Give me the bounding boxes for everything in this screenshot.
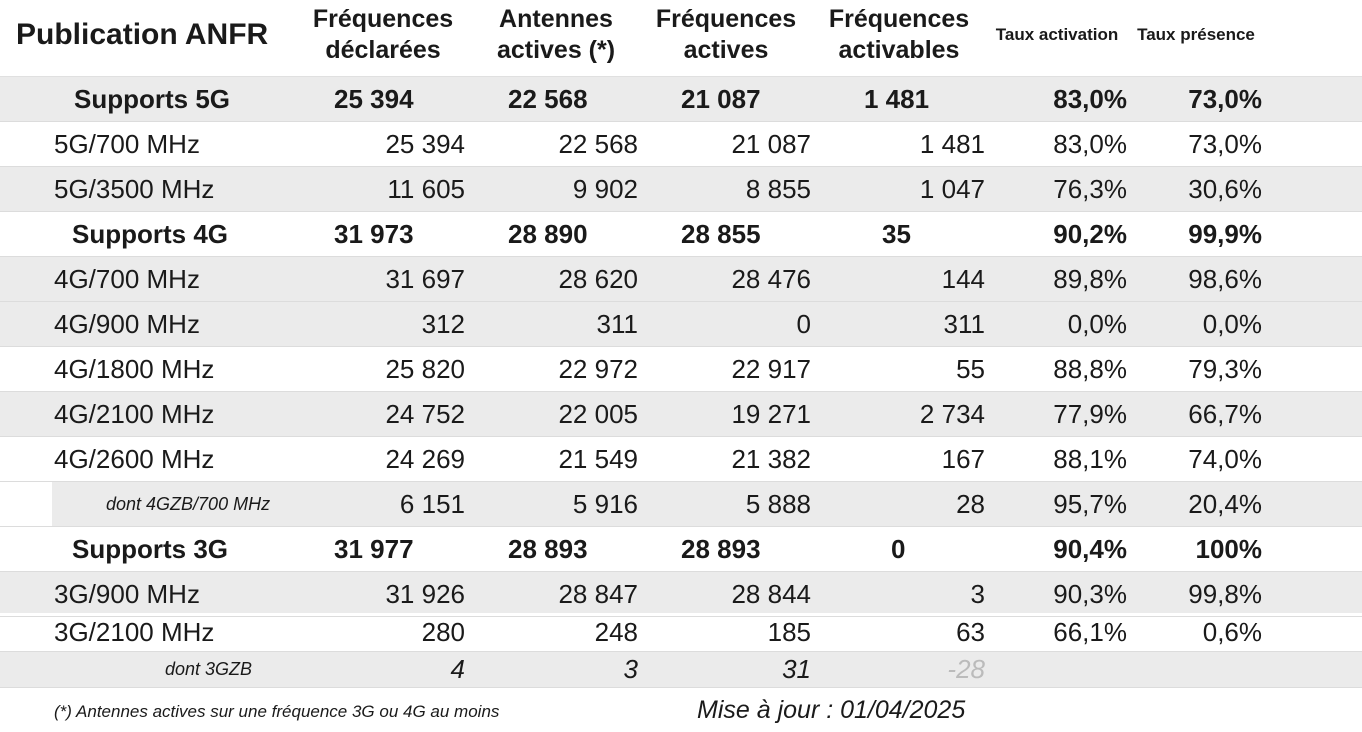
table-row-4g-2600 (0, 437, 1362, 482)
page-title: Publication ANFR (16, 18, 269, 51)
table-row-4g-2100 (0, 392, 1362, 437)
row-label: 3G/2100 MHz (54, 617, 215, 647)
cell-taux-presence: 30,6% (1188, 174, 1262, 204)
cell-frequences-actives: 19 271 (731, 399, 811, 429)
divider (0, 121, 1362, 122)
cell-taux-activation: 90,4% (1053, 534, 1127, 564)
col-header-taux-activation: Taux activation (995, 25, 1119, 44)
cell-frequences-actives: 21 087 (681, 84, 761, 114)
cell-taux-presence: 79,3% (1188, 354, 1262, 384)
table-row-5g-700 (0, 122, 1362, 167)
row-label: dont 3GZB (165, 659, 253, 679)
cell-frequences-activables: 1 047 (919, 174, 985, 204)
cell-taux-activation: 95,7% (1053, 489, 1127, 519)
cell-frequences-declarees: 31 697 (385, 264, 465, 294)
divider (0, 391, 1362, 392)
cell-antennes-actives: 22 568 (558, 129, 638, 159)
cell-frequences-declarees: 31 977 (334, 534, 414, 564)
cell-taux-activation: 89,8% (1053, 264, 1127, 294)
cell-taux-presence: 73,0% (1188, 84, 1262, 114)
divider (0, 571, 1362, 572)
cell-taux-presence: 98,6% (1188, 264, 1262, 294)
cell-taux-presence: 0,6% (1202, 617, 1262, 647)
table-row-dont-4gzb-700 (0, 482, 1362, 527)
table-row-dont-3gzb (0, 652, 1362, 687)
table-row-supports-5g (0, 77, 1362, 122)
cell-taux-presence: 100% (1195, 534, 1262, 564)
table-footer (0, 693, 1362, 732)
cell-frequences-actives: 21 087 (731, 129, 811, 159)
row-label: 4G/700 MHz (54, 264, 200, 294)
table-row-3g-900 (0, 572, 1362, 617)
cell-antennes-actives: 5 916 (572, 489, 638, 519)
table-row-3g-2100 (0, 613, 1362, 652)
divider (0, 526, 1362, 527)
col-header-taux-presence: Taux présence (1137, 25, 1255, 44)
row-label: 5G/700 MHz (54, 129, 200, 159)
cell-taux-presence: 73,0% (1188, 129, 1262, 159)
cell-frequences-declarees: 31 926 (385, 579, 465, 609)
cell-frequences-declarees: 11 605 (387, 174, 465, 204)
divider (0, 651, 1362, 652)
row-label: 4G/1800 MHz (54, 354, 215, 384)
cell-frequences-declarees: 4 (450, 654, 465, 684)
row-indent (0, 482, 52, 527)
divider (0, 687, 1362, 688)
col-header-frequences-activables: Fréquences activables (828, 5, 970, 64)
cell-taux-presence: 99,9% (1188, 219, 1262, 249)
divider (0, 301, 1362, 302)
cell-taux-presence: 0,0% (1202, 309, 1262, 339)
cell-frequences-declarees: 312 (421, 309, 465, 339)
cell-antennes-actives: 9 902 (572, 174, 638, 204)
cell-antennes-actives: 21 549 (558, 444, 638, 474)
cell-frequences-actives: 185 (767, 617, 811, 647)
col-header-frequences-actives: Fréquences actives (655, 5, 797, 64)
cell-frequences-actives: 28 844 (731, 579, 811, 609)
cell-frequences-actives: 5 888 (745, 489, 811, 519)
cell-frequences-actives: 28 855 (681, 219, 761, 249)
footnote: (*) Antennes actives sur une fréquence 3G ou 4G au moins (54, 702, 500, 721)
col-header-frequences-declarees: Fréquences déclarées (312, 5, 454, 64)
cell-taux-presence: 66,7% (1188, 399, 1262, 429)
cell-taux-presence: 74,0% (1188, 444, 1262, 474)
table-row-4g-700 (0, 257, 1362, 302)
cell-frequences-declarees: 24 269 (385, 444, 465, 474)
cell-taux-activation: 88,1% (1053, 444, 1127, 474)
row-label: 5G/3500 MHz (54, 174, 215, 204)
cell-frequences-activables: 28 (956, 489, 985, 519)
table-row-supports-3g (0, 527, 1362, 572)
cell-frequences-actives: 8 855 (745, 174, 811, 204)
table-row-4g-1800 (0, 347, 1362, 392)
row-label: Supports 3G (72, 534, 229, 564)
cell-taux-activation: 83,0% (1053, 84, 1127, 114)
cell-taux-activation: 83,0% (1053, 129, 1127, 159)
cell-taux-activation: 66,1% (1053, 617, 1127, 647)
row-label: 4G/900 MHz (54, 309, 200, 339)
table-row-5g-3500 (0, 167, 1362, 212)
cell-frequences-declarees: 280 (421, 617, 465, 647)
cell-frequences-declarees: 31 973 (334, 219, 414, 249)
col-header-antennes-actives: Antennes actives (*) (496, 5, 616, 64)
update-date: Mise à jour : 01/04/2025 (697, 696, 966, 724)
cell-taux-activation: 76,3% (1053, 174, 1127, 204)
table-row-4g-900 (0, 302, 1362, 347)
cell-frequences-activables: 2 734 (919, 399, 985, 429)
cell-antennes-actives: 3 (623, 654, 638, 684)
cell-taux-activation: 90,2% (1053, 219, 1127, 249)
cell-frequences-activables: -28 (947, 654, 985, 684)
cell-antennes-actives: 28 893 (508, 534, 588, 564)
cell-frequences-declarees: 24 752 (385, 399, 465, 429)
divider (0, 166, 1362, 167)
cell-taux-presence: 20,4% (1188, 489, 1262, 519)
cell-frequences-actives: 28 893 (681, 534, 761, 564)
cell-taux-activation: 77,9% (1053, 399, 1127, 429)
row-label: Supports 4G (72, 219, 229, 249)
cell-frequences-declarees: 6 151 (399, 489, 465, 519)
cell-antennes-actives: 311 (596, 309, 638, 339)
divider (0, 346, 1362, 347)
table-header (0, 0, 1362, 77)
cell-antennes-actives: 248 (594, 617, 638, 647)
cell-frequences-activables: 55 (956, 354, 985, 384)
divider (0, 481, 1362, 482)
divider (0, 616, 1362, 617)
row-label: 4G/2100 MHz (54, 399, 215, 429)
cell-frequences-actives: 21 382 (731, 444, 811, 474)
cell-frequences-activables: 167 (941, 444, 985, 474)
cell-taux-activation: 88,8% (1053, 354, 1127, 384)
cell-frequences-activables: 1 481 (864, 84, 930, 114)
cell-frequences-actives: 28 476 (731, 264, 811, 294)
divider (0, 436, 1362, 437)
cell-frequences-activables: 1 481 (919, 129, 985, 159)
cell-taux-presence: 99,8% (1188, 579, 1262, 609)
cell-antennes-actives: 28 620 (558, 264, 638, 294)
cell-antennes-actives: 28 847 (558, 579, 638, 609)
cell-taux-activation: 90,3% (1053, 579, 1127, 609)
row-label: Supports 5G (74, 84, 231, 114)
table-row-supports-4g (0, 212, 1362, 257)
cell-frequences-activables: 35 (882, 219, 911, 249)
cell-frequences-activables: 63 (956, 617, 985, 647)
cell-frequences-activables: 311 (943, 309, 985, 339)
cell-frequences-actives: 22 917 (731, 354, 811, 384)
cell-antennes-actives: 22 005 (558, 399, 638, 429)
cell-frequences-activables: 0 (891, 534, 906, 564)
divider (0, 256, 1362, 257)
row-label: dont 4GZB/700 MHz (106, 494, 271, 514)
cell-frequences-declarees: 25 394 (385, 129, 465, 159)
cell-antennes-actives: 22 972 (558, 354, 638, 384)
cell-antennes-actives: 28 890 (508, 219, 588, 249)
cell-taux-activation: 0,0% (1067, 309, 1127, 339)
cell-frequences-activables: 144 (941, 264, 985, 294)
cell-frequences-activables: 3 (970, 579, 985, 609)
row-label: 3G/900 MHz (54, 579, 200, 609)
cell-frequences-declarees: 25 394 (334, 84, 414, 114)
row-label: 4G/2600 MHz (54, 444, 215, 474)
cell-antennes-actives: 22 568 (508, 84, 588, 114)
divider (0, 211, 1362, 212)
cell-frequences-actives: 31 (782, 654, 811, 684)
cell-frequences-declarees: 25 820 (385, 354, 465, 384)
cell-frequences-actives: 0 (796, 309, 811, 339)
